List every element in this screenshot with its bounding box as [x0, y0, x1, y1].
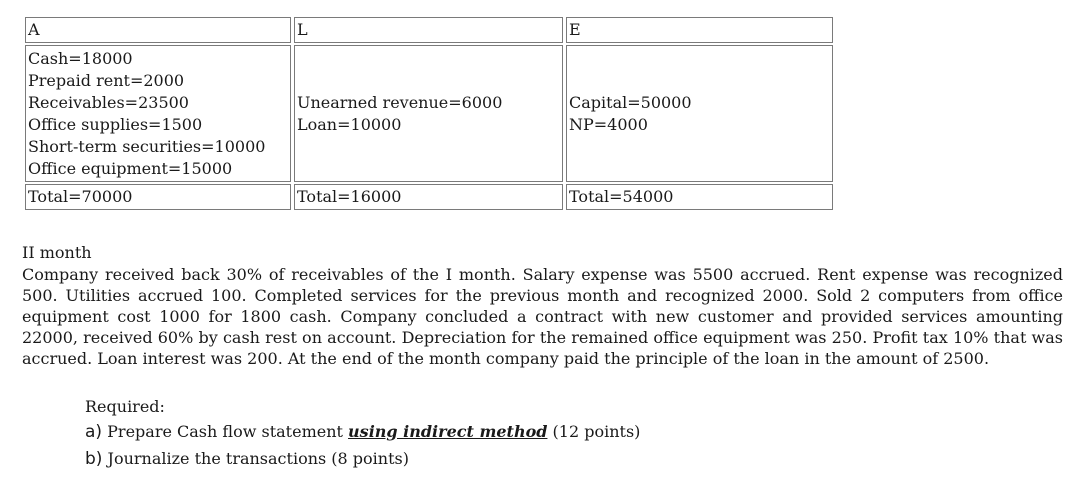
item-a-letter: a): [85, 422, 103, 442]
asset-item: Office supplies=1500: [28, 114, 203, 134]
header-row: [25, 17, 833, 43]
asset-item: Cash=18000: [28, 48, 133, 68]
required-item-a: [85, 421, 640, 443]
item-a-text: Prepare Cash flow statement: [107, 422, 343, 441]
assets-header: A: [25, 17, 291, 43]
equity-cell: [566, 45, 833, 182]
liabilities-header: L: [294, 17, 563, 43]
assets-cell: [25, 45, 291, 182]
items-row: [25, 45, 833, 182]
required-label: Required:: [85, 397, 165, 416]
asset-item: Receivables=23500: [28, 92, 189, 112]
totals-row: [25, 184, 833, 210]
asset-item: Office equipment=15000: [28, 158, 233, 178]
equity-header: E: [566, 17, 833, 43]
required-item-b: [85, 448, 409, 470]
liability-item: Loan=10000: [297, 114, 402, 134]
asset-item: Short-term securities=10000: [28, 136, 266, 156]
liabilities-total: Total=16000: [294, 184, 563, 210]
equity-total: Total=54000: [566, 184, 833, 210]
equity-item: NP=4000: [569, 114, 648, 134]
month-heading: II month: [22, 243, 92, 262]
item-b-letter: b): [85, 449, 103, 469]
liabilities-cell: [294, 45, 563, 182]
item-a-points: (12 points): [552, 422, 641, 441]
item-b-text: Journalize the transactions (8 points): [107, 449, 409, 468]
asset-item: Prepaid rent=2000: [28, 70, 185, 90]
ale-table: [22, 15, 836, 212]
assets-total: Total=70000: [25, 184, 291, 210]
item-a-emphasis: using indirect method: [348, 422, 548, 441]
transactions-paragraph: Company received back 30% of receivables of the I month. Salary expense was 5500 accrued. Rent expense was recognized 500. Utilities accrued 100. Completed services for the previous month and recognized 2000. Sold 2 computers from office equipment cost 1000 for 1800 cash. Company concluded a contract with new customer and provided services amounting 22000, received 60% by cash rest on account. Depreciation for the remained office equipment was 250. Profit tax 10% that was accrued. Loan interest was 200. At the end of the month company paid the principle of the loan in the amount of 2500.: [22, 265, 1063, 368]
equity-item: Capital=50000: [569, 92, 692, 112]
liability-item: Unearned revenue=6000: [297, 92, 503, 112]
